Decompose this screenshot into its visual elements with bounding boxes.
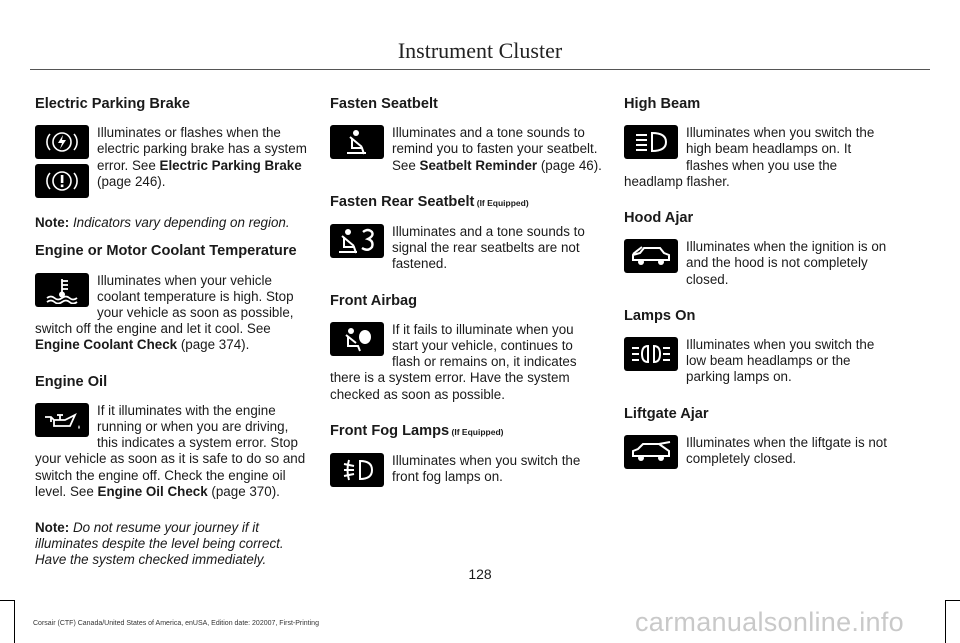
oil-can-icon bbox=[35, 403, 89, 437]
high-beam-icon bbox=[624, 125, 678, 159]
heading-hood-ajar: Hood Ajar bbox=[624, 210, 694, 227]
coolant-temperature-icon bbox=[35, 273, 89, 307]
entry-liftgate-ajar: Liftgate Ajar Illuminates when the liftgate is not completely closed. bbox=[624, 406, 896, 478]
crop-mark bbox=[945, 600, 946, 643]
ref-electric-parking-brake[interactable]: Electric Parking Brake bbox=[159, 157, 302, 173]
heading-electric-parking-brake: Electric Parking Brake bbox=[35, 96, 190, 112]
rear-seatbelt-icon bbox=[330, 224, 384, 258]
liftgate-ajar-icon bbox=[624, 435, 678, 469]
ref-seatbelt-reminder[interactable]: Seatbelt Reminder bbox=[419, 157, 538, 173]
heading-front-fog-lamps: Front Fog Lamps (If Equipped) bbox=[330, 422, 504, 439]
parking-brake-fault-icon bbox=[35, 125, 89, 159]
heading-fasten-seatbelt: Fasten Seatbelt bbox=[330, 96, 438, 112]
hood-ajar-icon bbox=[624, 239, 678, 273]
entry-electric-parking-brake: Electric Parking Brake Illuminates or flashes when the electric parking brake has a system error. See Electric Parking Brake (page 246). bbox=[35, 96, 307, 205]
warning-exclamation-icon bbox=[35, 164, 89, 198]
lamps-on-icon bbox=[624, 337, 678, 371]
column-1 bbox=[35, 96, 307, 581]
heading-liftgate-ajar: Liftgate Ajar bbox=[624, 405, 709, 422]
heading-high-beam: High Beam bbox=[624, 96, 701, 112]
entry-hood-ajar: Hood Ajar Illuminates when the ignition is on and the hood is not completely closed. bbox=[624, 210, 896, 298]
entry-high-beam: High Beam Illuminates when you switch the high beam headlamps on. It flashes when you use the headlamp flasher. bbox=[624, 96, 896, 200]
heading-coolant-temperature: Engine or Motor Coolant Temperature bbox=[35, 243, 297, 260]
airbag-icon bbox=[330, 322, 384, 356]
column-3 bbox=[624, 96, 896, 487]
heading-engine-oil: Engine Oil bbox=[35, 373, 108, 390]
note-regions: Note: Indicators vary depending on region. bbox=[35, 215, 290, 231]
ref-engine-coolant-check[interactable]: Engine Coolant Check bbox=[35, 337, 178, 353]
entry-engine-oil: Engine Oil If it illuminates with the engine running or when you are driving, this indicates a system error. Stop your vehicle as soon as it is safe to do so and switch the engine off. Check the engine oil level. See Engine Oil Check (page 370). bbox=[35, 373, 306, 499]
page-title: Instrument Cluster bbox=[397, 38, 563, 63]
crop-mark bbox=[0, 600, 14, 601]
watermark: carmanualsonline.info bbox=[635, 607, 904, 637]
seatbelt-icon bbox=[330, 125, 384, 159]
ref-engine-oil-check[interactable]: Engine Oil Check bbox=[97, 483, 208, 499]
edition-footer: Corsair (CTF) Canada/United States of America, enUSA, Edition date: 202007, First-Printing bbox=[33, 620, 319, 627]
heading-front-airbag: Front Airbag bbox=[330, 292, 418, 309]
entry-fasten-rear-seatbelt: Fasten Rear Seatbelt (If Equipped) Illuminates and a tone sounds to signal the rear seatbelts are not fastened. bbox=[330, 194, 602, 283]
front-fog-lamp-icon bbox=[330, 453, 384, 487]
heading-fasten-rear-seatbelt: Fasten Rear Seatbelt (If Equipped) bbox=[330, 193, 529, 210]
page-number: 128 bbox=[468, 566, 492, 582]
column-2 bbox=[330, 96, 602, 505]
entry-front-fog-lamps: Front Fog Lamps (If Equipped) Illuminates when you switch the front fog lamps on. bbox=[330, 423, 602, 496]
crop-mark bbox=[946, 600, 960, 601]
crop-mark bbox=[14, 600, 15, 643]
note-resume: Note: Do not resume your journey if it illuminates despite the level being correct. Have the system checked immediately. bbox=[35, 520, 284, 568]
title-rule bbox=[30, 69, 930, 70]
entry-coolant-temperature: Engine or Motor Coolant Temperature Illuminates when your vehicle coolant temperature is high. Stop your vehicle as soon as possible, switch off the engine and let it cool. See Engine Coolant Check (page 374). bbox=[35, 243, 307, 363]
entry-front-airbag: Front Airbag If it fails to illuminate when you start your vehicle, continues to flash or remains on, it indicates there is a system error. Have the system checked as soon as possible. bbox=[330, 293, 602, 413]
heading-lamps-on: Lamps On bbox=[624, 307, 696, 324]
entry-lamps-on: Lamps On Illuminates when you switch the low beam headlamps or the parking lamps on. bbox=[624, 308, 896, 396]
entry-fasten-seatbelt: Fasten Seatbelt Illuminates and a tone sounds to remind you to fasten your seatbelt. See Seatbelt Reminder (page 46). bbox=[330, 96, 602, 173]
